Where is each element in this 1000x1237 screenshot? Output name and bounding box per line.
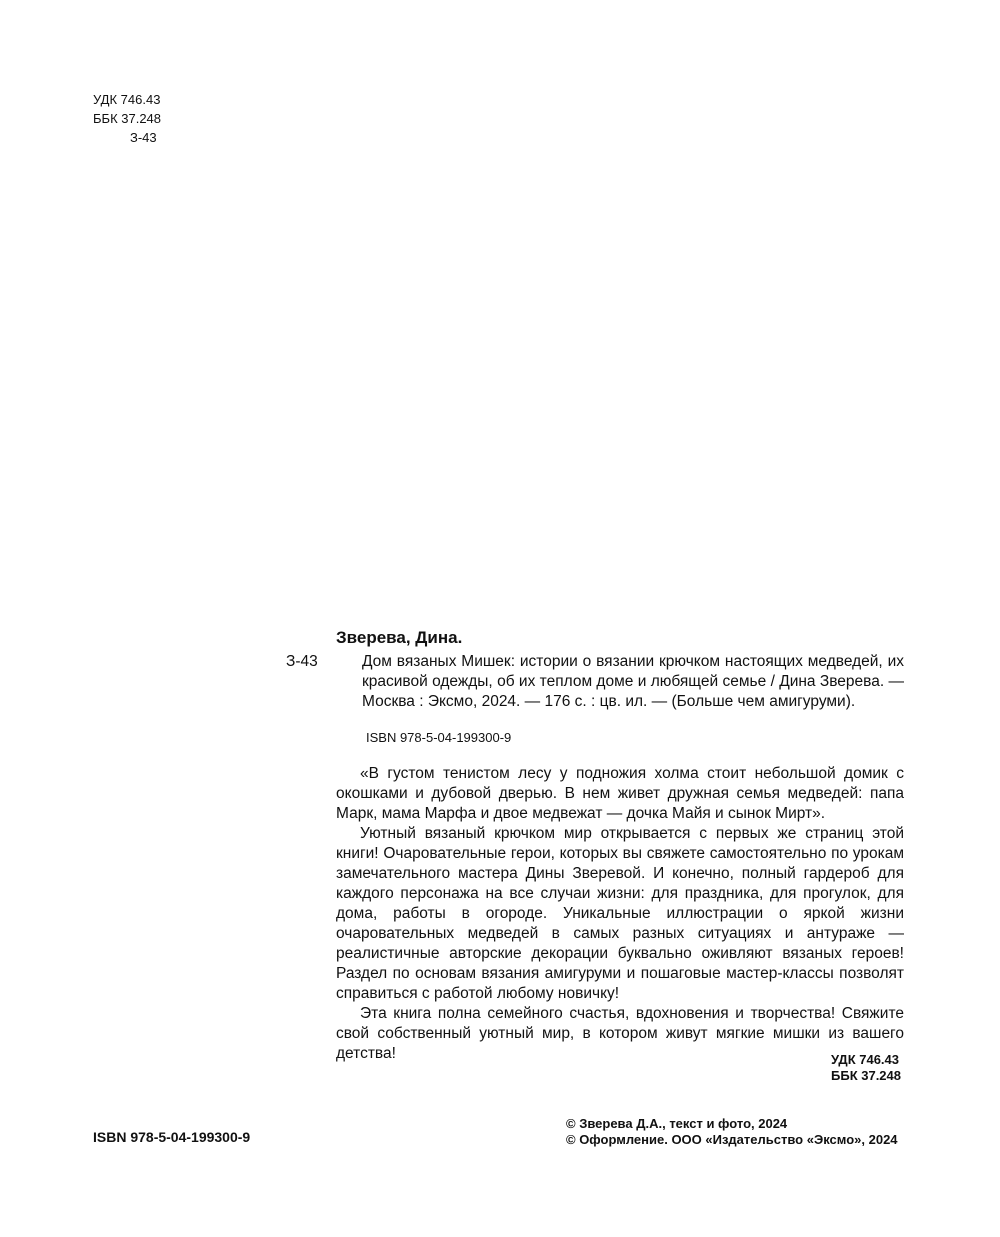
annotation-paragraph: Уютный вязаный крючком мир открывается с первых же страниц этой книги! Очаровательные герои, которых вы свяжете самостоятельно по урокам замечательного мастера Дины Зверевой. И конечно, полный гардероб для каждого персонажа на все случаи жизни: для праздника, для прогулок, для дома, работы в огороде. Уникальные иллюстрации о яркой жизни очаровательных медведей в самых разных ситуациях и антураже — реалистичные авторские декорации буквально оживляют вязаных героев! Раздел по основам вязания амигуруми и пошаговые мастер-классы позволят справиться с работой любому новичку! [336, 825, 904, 1002]
bbk-code: ББК 37.248 [93, 111, 162, 126]
bibliographic-description [286, 652, 904, 712]
catalog-entry [286, 628, 904, 1064]
copyright-text: © Зверева Д.А., текст и фото, 2024 [566, 1116, 788, 1131]
copyright-block [566, 1116, 898, 1148]
entry-isbn: ISBN 978-5-04-199300-9 [366, 730, 512, 745]
entry-author-mark: З-43 [286, 653, 318, 670]
bottom-isbn: ISBN 978-5-04-199300-9 [93, 1129, 251, 1145]
annotation [336, 764, 904, 1064]
bottom-udk: УДК 746.43 [831, 1052, 899, 1067]
bottom-bbk: ББК 37.248 [831, 1068, 901, 1083]
bottom-classification-codes [831, 1052, 901, 1084]
annotation-paragraph: «В густом тенистом лесу у подножия холма стоит небольшой домик с окошками и дубовой дверью. В нем живет дружная семья медведей: папа Марк, мама Марфа и двое медвежат — дочка Майя и сынок Мирт». [336, 765, 904, 822]
copyright-design: © Оформление. ООО «Издательство «Эксмо», 2024 [566, 1132, 898, 1147]
classification-codes [93, 90, 161, 147]
description-text: Дом вязаных Мишек: истории о вязании крючком настоящих медведей, их красивой одежды, об их теплом доме и любящей семье / Дина Зверева. — Москва : Эксмо, 2024. — 176 с. : цв. ил. — (Больше чем амигуруми). [362, 653, 904, 710]
author-heading: Зверева, Дина. [336, 628, 463, 647]
author-mark: З-43 [130, 130, 157, 145]
udk-code: УДК 746.43 [93, 92, 161, 107]
annotation-paragraph: Эта книга полна семейного счастья, вдохновения и творчества! Свяжите свой собственный уютный мир, в котором живут мягкие мишки из вашего детства! [336, 1005, 904, 1062]
